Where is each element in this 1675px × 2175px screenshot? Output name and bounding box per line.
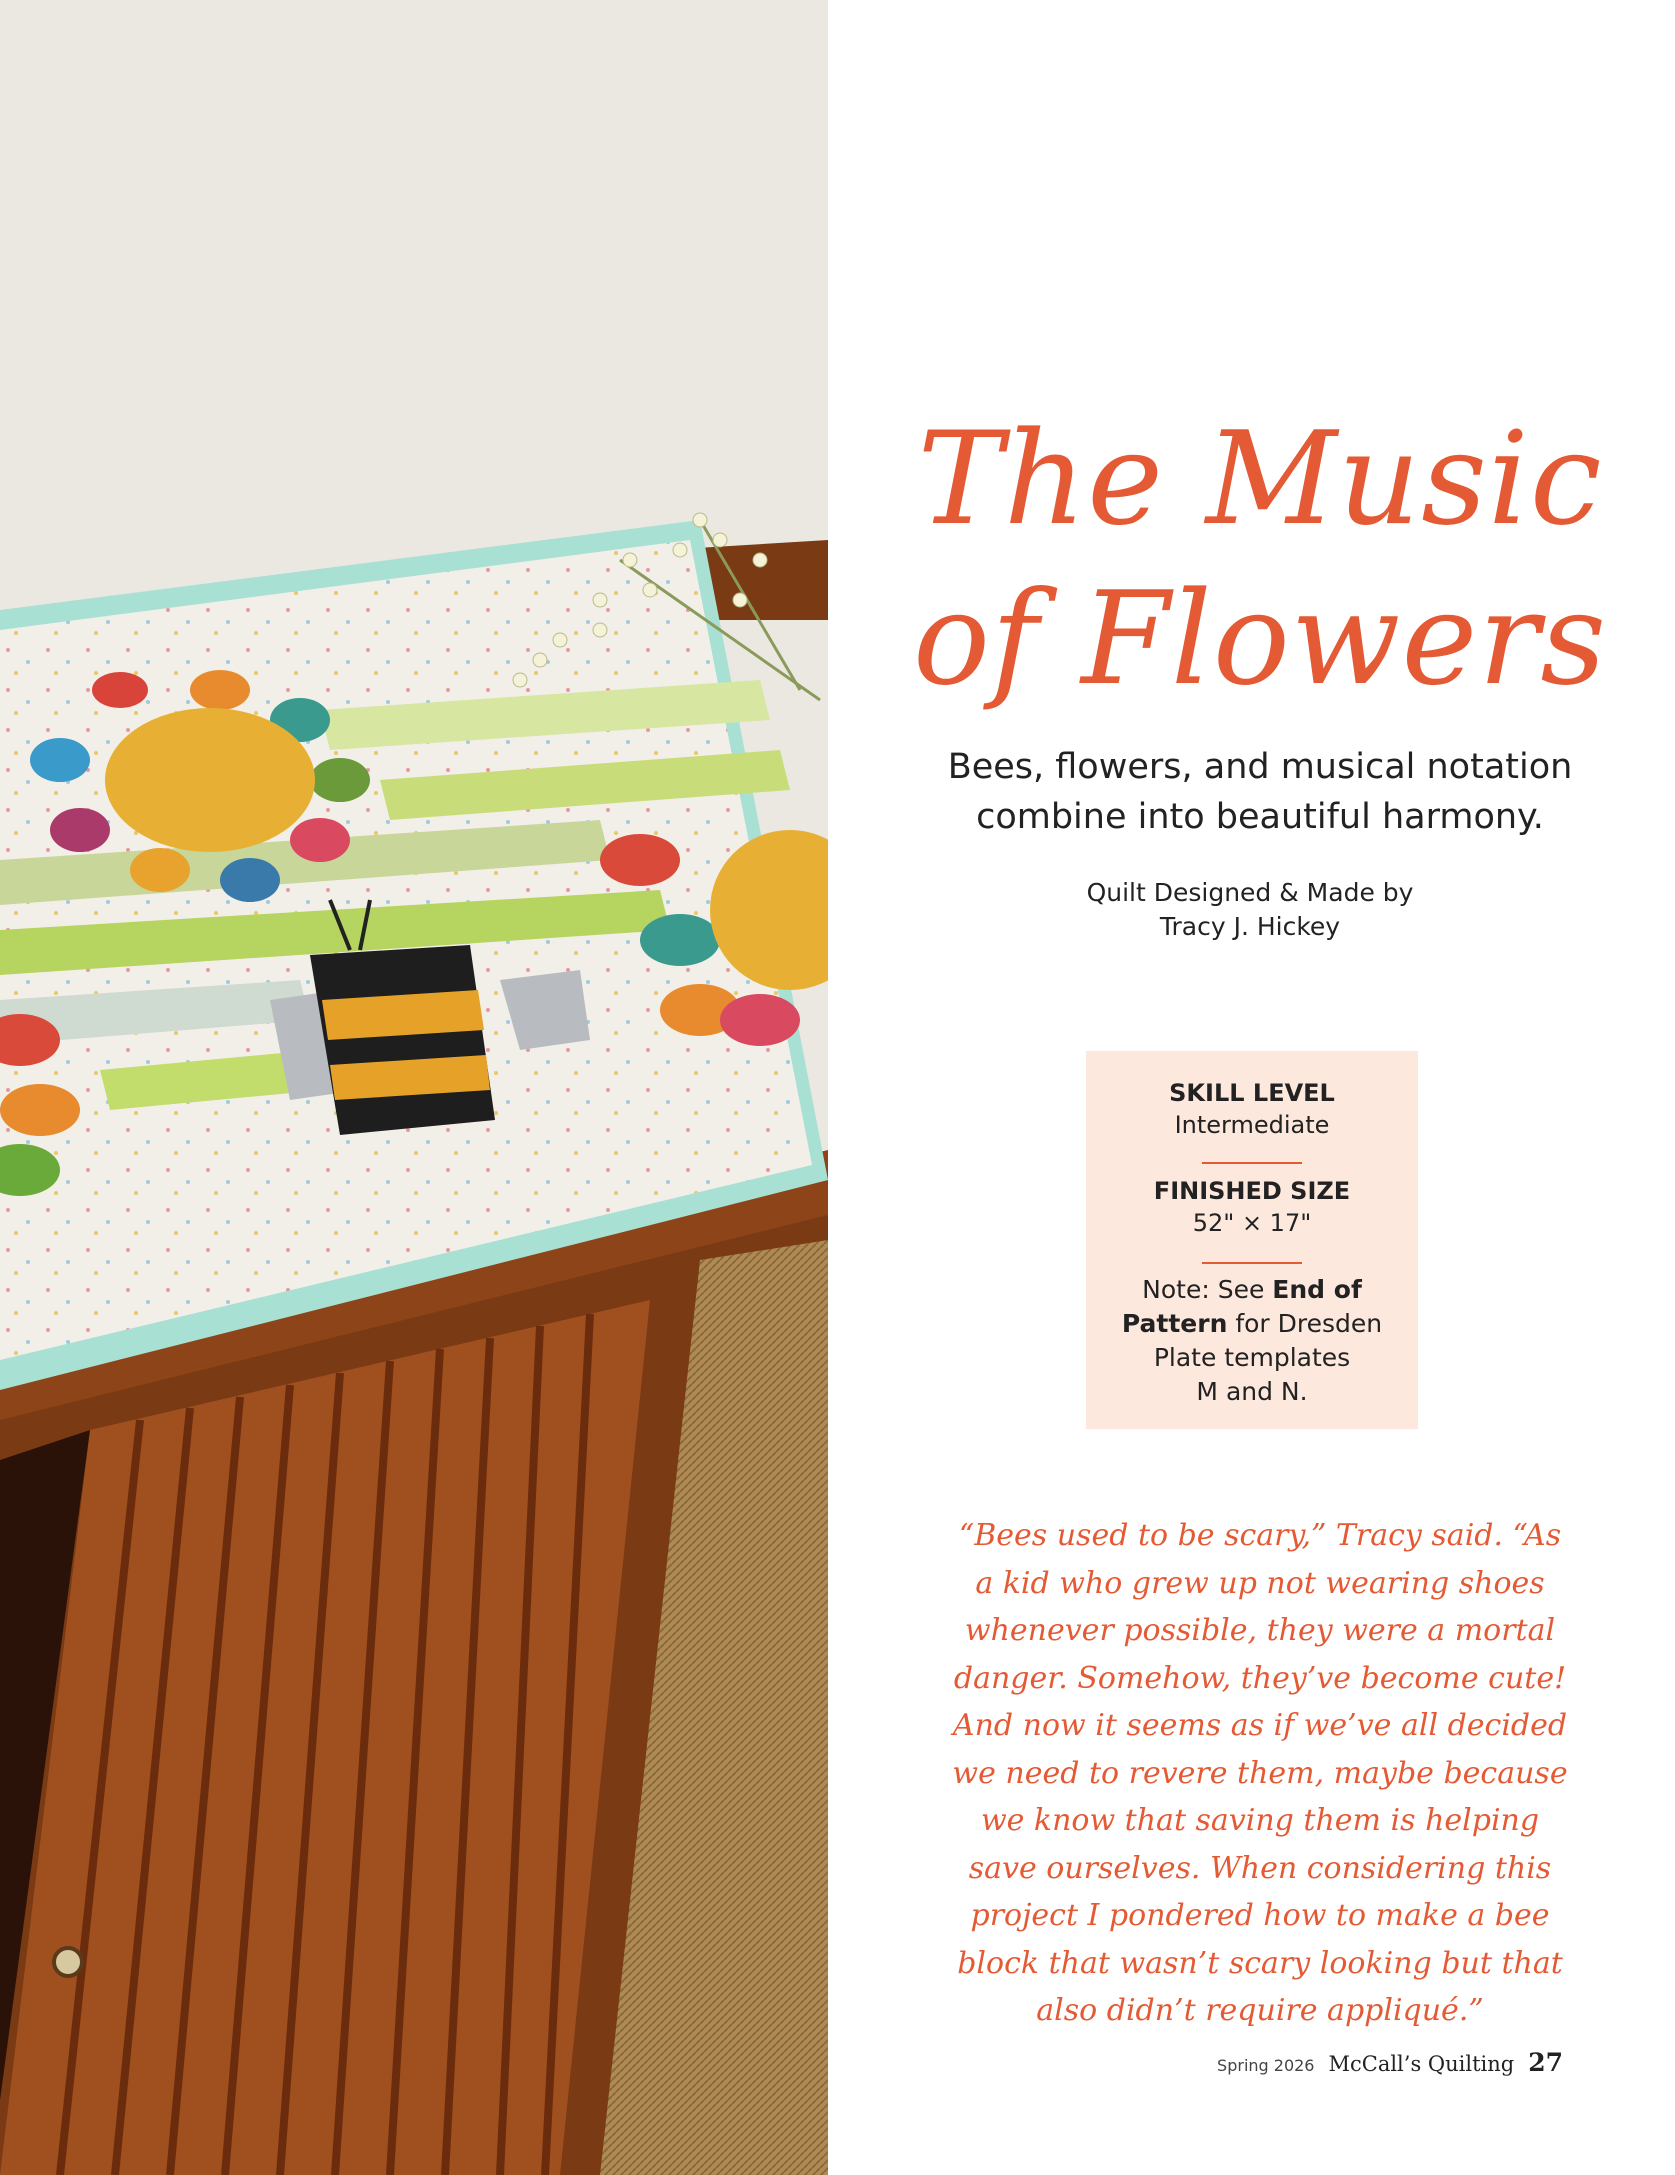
title-line-1: The Music: [917, 405, 1603, 554]
note-suffix-3: M and N.: [1196, 1377, 1308, 1406]
designer-credit: [1000, 876, 1500, 944]
cabinet-slats: [0, 1300, 650, 2175]
quilt-photo-illustration: [0, 0, 828, 2175]
title-line-2: of Flowers: [912, 565, 1608, 714]
magazine-name: McCall’s Quilting: [1328, 2052, 1515, 2076]
skill-level-value: Intermediate: [1174, 1111, 1330, 1139]
info-box: [1086, 1051, 1418, 1429]
note-suffix-2: Plate templates: [1153, 1343, 1351, 1372]
pull-quote: [940, 1512, 1580, 2035]
cabinet-knob: [54, 1948, 82, 1976]
quote-line: also didn’t require appliqué.”: [1036, 1993, 1484, 2028]
subtitle-line-1: Bees, flowers, and musical notation: [947, 747, 1573, 787]
credit-line-2: Tracy J. Hickey: [1159, 912, 1341, 941]
quote-line: block that wasn’t scary looking but that: [957, 1945, 1563, 1981]
quote-line: whenever possible, they were a mortal: [964, 1613, 1556, 1648]
note-suffix-1: for Dresden: [1227, 1309, 1383, 1338]
note-prefix: Note: See: [1142, 1275, 1273, 1304]
quote-line: a kid who grew up not wearing shoes: [975, 1565, 1545, 1601]
quilt-photo: [0, 0, 828, 2175]
divider: [1202, 1162, 1302, 1164]
quote-line: save ourselves. When considering this: [968, 1850, 1552, 1886]
note-section: [1106, 1273, 1398, 1409]
note-bold-link: End of Pattern: [1121, 1275, 1362, 1338]
finished-size-label: FINISHED SIZE: [1153, 1177, 1351, 1205]
skill-level-section: [1086, 1077, 1418, 1141]
credit-line-1: Quilt Designed & Made by: [1086, 878, 1414, 907]
page-footer: [1217, 2048, 1563, 2077]
quote-line: danger. Somehow, they’ve become cute!: [953, 1660, 1567, 1696]
subtitle-line-2: combine into beautiful harmony.: [976, 797, 1544, 837]
subtitle: [900, 742, 1620, 842]
skill-level-label: SKILL LEVEL: [1169, 1079, 1335, 1107]
quote-line: “Bees used to be scary,” Tracy said. “As: [958, 1518, 1562, 1553]
page-title: [880, 400, 1640, 720]
quote-line: we know that saving them is helping: [980, 1803, 1540, 1838]
page-number: 27: [1528, 2048, 1563, 2077]
quote-line: project I pondered how to make a bee: [970, 1898, 1550, 1933]
finished-size-value: 52" × 17": [1192, 1209, 1312, 1237]
quote-line: we need to revere them, maybe because: [952, 1755, 1568, 1791]
issue-season: Spring 2026: [1217, 2056, 1315, 2075]
divider: [1202, 1262, 1302, 1264]
quote-line: And now it seems as if we’ve all decided: [952, 1708, 1568, 1743]
finished-size-section: [1086, 1175, 1418, 1239]
